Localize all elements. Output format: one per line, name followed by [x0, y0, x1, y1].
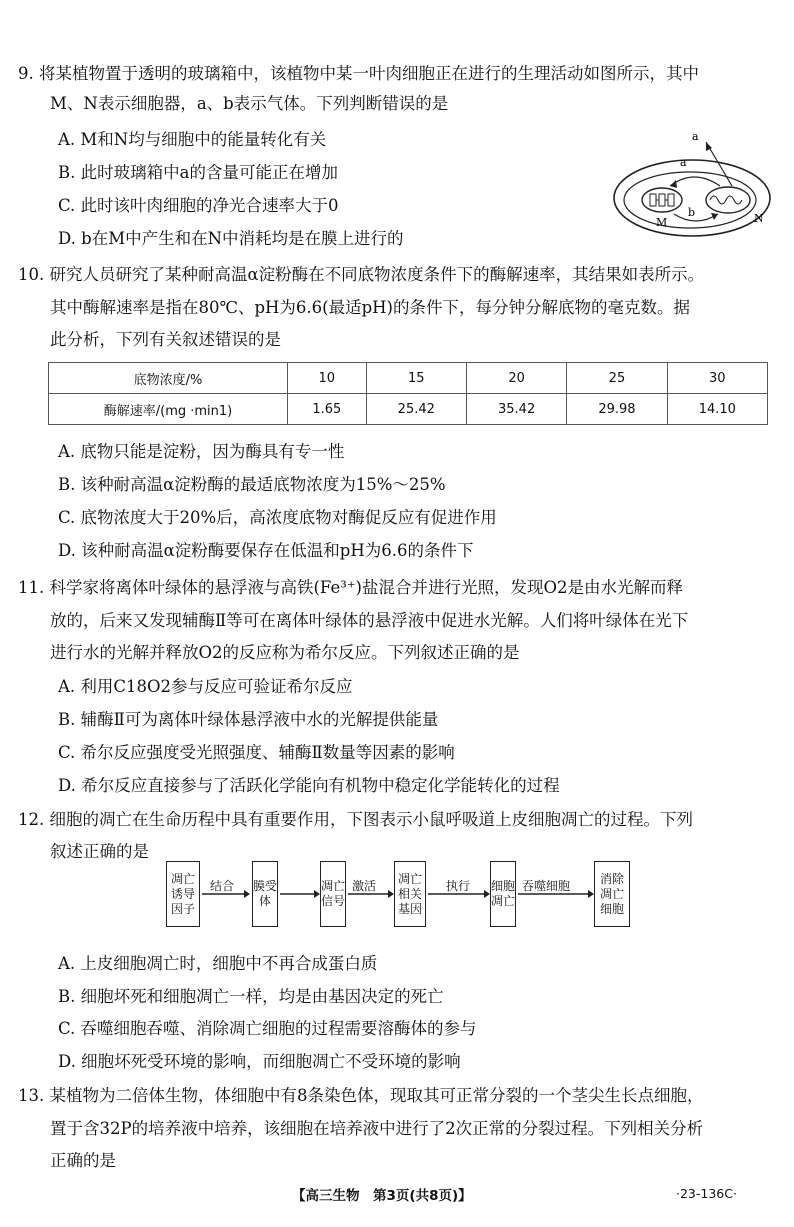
q11-option-b: B. 辅酶Ⅱ可为离体叶绿体悬浮液中水的光解提供能量	[58, 710, 439, 729]
flow-arrow-label-bind: 结合	[210, 879, 235, 893]
page-footer: 【高三生物 第3页(共8页)】	[292, 1188, 472, 1204]
table-cell: 25.42	[366, 394, 466, 425]
chloroplast-m	[642, 188, 682, 212]
flow-arrow-label-phagocyte: 吞噬细胞	[522, 879, 571, 893]
q9-option-b: B. 此时玻璃箱中a的含量可能正在增加	[58, 163, 338, 182]
table-row	[49, 394, 768, 425]
q13-stem-line1: 13. 某植物为二倍体生物，体细胞中有8条染色体，现取其可正常分裂的一个茎尖生长点细胞，	[18, 1086, 704, 1105]
flow-box-inducer	[166, 861, 200, 927]
table-cell: 15	[366, 363, 466, 394]
q10-stem-line3: 此分析，下列有关叙述错误的是	[50, 330, 281, 349]
q9-option-d: D. b在M中产生和在N中消耗均是在膜上进行的	[58, 229, 404, 248]
flow-box-apoptosis	[490, 861, 516, 927]
flow-arrow-5	[516, 861, 594, 927]
enzyme-rate-table	[48, 362, 768, 425]
flow-box-signal	[320, 861, 346, 927]
q10-option-c: C. 底物浓度大于20%后，高浓度底物对酶促反应有促进作用	[58, 508, 497, 527]
q11-option-a: A. 利用C18O2参与反应可验证希尔反应	[58, 677, 353, 696]
q11-stem-line3: 进行水的光解并释放O2的反应称为希尔反应。下列叙述正确的是	[50, 643, 520, 662]
flow-arrow-3	[346, 861, 394, 927]
q12-stem-line1: 12. 细胞的凋亡在生命历程中具有重要作用，下图表示小鼠呼吸道上皮细胞凋亡的过程。下列	[18, 810, 693, 829]
table-cell: 25	[567, 363, 667, 394]
flow-box-clear	[594, 861, 630, 927]
q12-option-b: B. 细胞坏死和细胞凋亡一样，均是由基因决定的死亡	[58, 987, 444, 1006]
q9-stem-line2: M、N表示细胞器，a、b表示气体。下列判断错误的是	[50, 94, 449, 113]
flow-box-label: 凋亡信号	[321, 879, 346, 908]
q10-stem-line2: 其中酶解速率是指在80℃、pH为6.6(最适pH)的条件下，每分钟分解底物的毫克数。据	[50, 298, 690, 317]
label-a-mid: a	[680, 156, 687, 169]
flow-arrow-4	[426, 861, 490, 927]
flow-box-label: 凋亡诱导因子	[170, 871, 195, 916]
label-n: N	[754, 212, 764, 225]
q12-option-d: D. 细胞坏死受环境的影响，而细胞凋亡不受环境的影响	[58, 1052, 461, 1071]
flow-box-label: 膜受体	[253, 879, 278, 908]
flow-box-label: 细胞凋亡	[491, 879, 516, 908]
q11-option-c: C. 希尔反应强度受光照强度、辅酶Ⅱ数量等因素的影响	[58, 743, 455, 762]
flow-arrow-2	[278, 861, 320, 927]
flow-arrow-label-activate: 激活	[352, 879, 377, 893]
q12-option-a: A. 上皮细胞凋亡时，细胞中不再合成蛋白质	[58, 954, 378, 973]
q11-stem-line2: 放的，后来又发现辅酶Ⅱ等可在离体叶绿体的悬浮液中促进水光解。人们将叶绿体在光下	[50, 611, 689, 630]
cell-organelle-diagram	[610, 128, 776, 240]
table-row-header: 酶解速率/(mg ·min1)	[49, 394, 288, 425]
flow-box-genes	[394, 861, 426, 927]
table-row-header: 底物浓度/%	[49, 363, 288, 394]
flow-arrow-label-execute: 执行	[446, 879, 471, 893]
q9-option-c: C. 此时该叶肉细胞的净光合速率大于0	[58, 196, 339, 215]
q10-option-b: B. 该种耐高温α淀粉酶的最适底物浓度为15%～25%	[58, 475, 446, 494]
q11-stem-line1: 11. 科学家将离体叶绿体的悬浮液与高铁(Fe³⁺)盐混合并进行光照，发现O2是由水光解而释	[18, 578, 684, 597]
label-b: b	[688, 206, 696, 219]
table-cell: 14.10	[667, 394, 767, 425]
flow-box-receptor	[252, 861, 278, 927]
label-a-top: a	[692, 130, 699, 143]
q13-stem-line3: 正确的是	[50, 1151, 116, 1170]
table-cell: 20	[466, 363, 566, 394]
q9-option-a: A. M和N均与细胞中的能量转化有关	[58, 130, 327, 149]
q13-stem-line2: 置于含32P的培养液中培养，该细胞在培养液中进行了2次正常的分裂过程。下列相关分析	[50, 1119, 704, 1138]
q10-stem-line1: 10. 研究人员研究了某种耐高温α淀粉酶在不同底物浓度条件下的酶解速率，其结果如表所示。	[18, 265, 705, 284]
table-row	[49, 363, 768, 394]
table-cell: 29.98	[567, 394, 667, 425]
label-m: M	[656, 216, 668, 229]
mitochondrion-n	[706, 187, 750, 213]
q9-stem-line1: 9. 将某植物置于透明的玻璃箱中，该植物中某一叶肉细胞正在进行的生理活动如图所示，其中	[18, 64, 699, 83]
q12-stem-line2: 叙述正确的是	[50, 842, 149, 861]
flow-box-label: 凋亡相关基因	[397, 871, 422, 916]
flow-arrow-1	[200, 861, 250, 927]
q10-option-a: A. 底物只能是淀粉，因为酶具有专一性	[58, 442, 345, 461]
q12-option-c: C. 吞噬细胞吞噬、消除凋亡细胞的过程需要溶酶体的参与	[58, 1019, 477, 1038]
flow-box-label: 消除凋亡细胞	[599, 871, 624, 916]
table-cell: 10	[288, 363, 367, 394]
table-cell: 1.65	[288, 394, 367, 425]
table-cell: 35.42	[466, 394, 566, 425]
apoptosis-flow-diagram	[166, 861, 646, 929]
table-cell: 30	[667, 363, 767, 394]
q10-option-d: D. 该种耐高温α淀粉酶要保存在低温和pH为6.6的条件下	[58, 541, 474, 560]
paper-code: ·23-136C·	[676, 1186, 737, 1201]
q11-option-d: D. 希尔反应直接参与了活跃化学能向有机物中稳定化学能转化的过程	[58, 776, 560, 795]
